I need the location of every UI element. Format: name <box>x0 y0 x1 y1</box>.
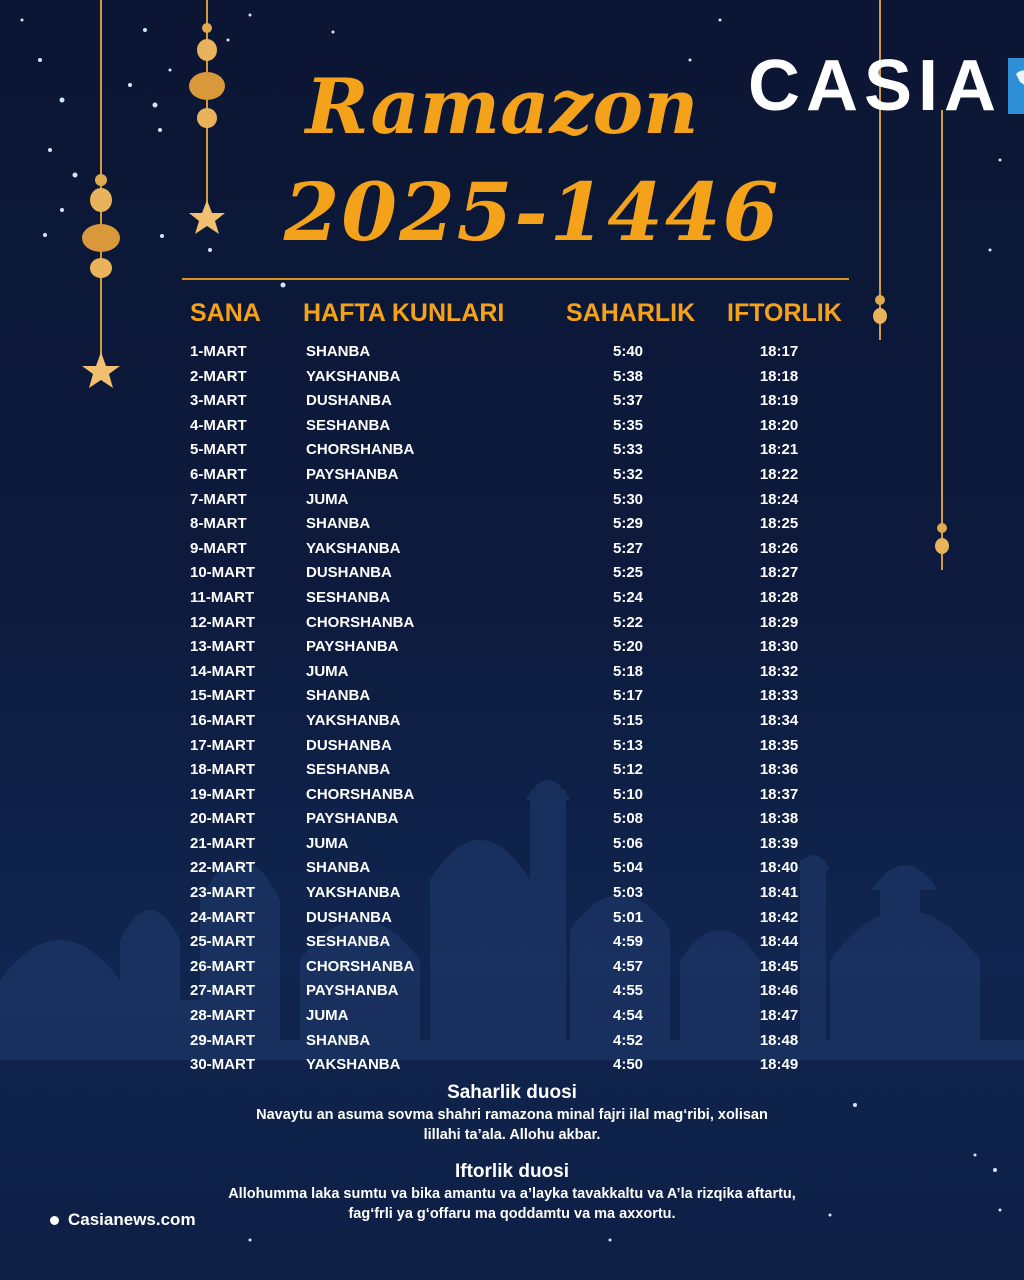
saharlik-time-cell: 5:18 <box>612 662 644 680</box>
saharlik-time-cell: 5:40 <box>612 343 644 360</box>
iftorlik-time-cell: 18:38 <box>759 810 799 828</box>
day-cell: JUMA <box>306 490 349 508</box>
table-row <box>0 684 1024 709</box>
iftorlik-time-cell: 18:35 <box>759 736 799 754</box>
iftorlik-time-cell: 18:32 <box>759 662 799 680</box>
table-row <box>0 340 1024 365</box>
saharlik-time-cell: 4:52 <box>612 1031 644 1049</box>
saharlik-time-cell: 5:08 <box>612 810 644 828</box>
date-cell: 8-MART <box>190 515 247 533</box>
iftorlik-time-cell: 18:37 <box>759 785 799 803</box>
date-cell: 15-MART <box>190 687 256 705</box>
date-cell: 10-MART <box>190 564 256 582</box>
date-cell: 7-MART <box>190 490 247 508</box>
iftorlik-time-cell: 18:19 <box>759 392 799 410</box>
table-row <box>0 930 1024 955</box>
day-cell: YAKSHANBA <box>306 539 401 557</box>
date-cell: 5-MART <box>190 441 247 459</box>
table-row <box>0 906 1024 931</box>
page-title: Ramazon <box>305 62 699 151</box>
date-cell: 1-MART <box>190 343 247 360</box>
saharlik-time-cell: 5:33 <box>612 441 644 459</box>
saharlik-dua-line-2: lillahi ta’ala. Allohu akbar. <box>423 1127 601 1143</box>
saharlik-time-cell: 5:29 <box>612 515 644 533</box>
column-header-sana: SANA <box>190 299 261 327</box>
date-cell: 4-MART <box>190 416 247 434</box>
day-cell: PAYSHANBA <box>306 982 399 1000</box>
table-row <box>0 389 1024 414</box>
table-row <box>0 856 1024 881</box>
table-row <box>0 881 1024 906</box>
day-cell: DUSHANBA <box>306 908 392 926</box>
day-cell: CHORSHANBA <box>306 785 415 803</box>
table-row <box>0 561 1024 586</box>
day-cell: JUMA <box>306 1007 349 1025</box>
day-cell: YAKSHANBA <box>306 884 401 902</box>
table-row <box>0 783 1024 808</box>
iftorlik-time-cell: 18:47 <box>759 1007 799 1025</box>
title-divider <box>182 278 849 280</box>
date-cell: 30-MART <box>190 1056 256 1074</box>
date-cell: 27-MART <box>190 982 256 1000</box>
day-cell: CHORSHANBA <box>306 613 415 631</box>
saharlik-time-cell: 5:20 <box>612 638 644 656</box>
iftorlik-time-cell: 18:42 <box>759 908 799 926</box>
iftorlik-time-cell: 18:24 <box>759 490 799 508</box>
iftorlik-time-cell: 18:17 <box>759 343 799 360</box>
iftorlik-time-cell: 18:33 <box>759 687 799 705</box>
date-cell: 25-MART <box>190 933 256 951</box>
day-cell: SESHANBA <box>306 588 391 606</box>
website-link[interactable]: Casianews.com <box>68 1210 196 1229</box>
saharlik-dua-line-1: Navaytu an asuma sovma shahri ramazona minal fajri ilal mag‘ribi, xolisan <box>256 1107 768 1123</box>
day-cell: PAYSHANBA <box>306 638 399 656</box>
iftorlik-time-cell: 18:45 <box>759 957 799 975</box>
day-cell: JUMA <box>306 662 349 680</box>
table-row <box>0 488 1024 513</box>
table-row <box>0 586 1024 611</box>
iftorlik-time-cell: 18:26 <box>759 539 799 557</box>
iftorlik-time-cell: 18:18 <box>759 367 799 385</box>
table-row <box>0 660 1024 685</box>
table-row <box>0 1053 1024 1078</box>
date-cell: 13-MART <box>190 638 256 656</box>
iftorlik-time-cell: 18:25 <box>759 515 799 533</box>
day-cell: SESHANBA <box>306 933 391 951</box>
table-row <box>0 611 1024 636</box>
table-row <box>0 1029 1024 1054</box>
iftorlik-time-cell: 18:28 <box>759 588 799 606</box>
day-cell: DUSHANBA <box>306 392 392 410</box>
day-cell: SESHANBA <box>306 416 391 434</box>
day-cell: DUSHANBA <box>306 564 392 582</box>
date-cell: 2-MART <box>190 367 247 385</box>
saharlik-time-cell: 5:03 <box>612 884 644 902</box>
day-cell: CHORSHANBA <box>306 957 415 975</box>
website-footer <box>50 1210 196 1230</box>
iftorlik-time-cell: 18:27 <box>759 564 799 582</box>
table-row <box>0 635 1024 660</box>
table-row <box>0 365 1024 390</box>
saharlik-time-cell: 5:32 <box>612 465 644 483</box>
saharlik-time-cell: 5:37 <box>612 392 644 410</box>
iftorlik-time-cell: 18:22 <box>759 465 799 483</box>
date-cell: 18-MART <box>190 761 256 779</box>
table-row <box>0 414 1024 439</box>
saharlik-time-cell: 5:17 <box>612 687 644 705</box>
table-row <box>0 438 1024 463</box>
saharlik-time-cell: 5:04 <box>612 859 644 877</box>
saharlik-time-cell: 5:01 <box>612 908 644 926</box>
table-row <box>0 1004 1024 1029</box>
table-row <box>0 979 1024 1004</box>
day-cell: SHANBA <box>306 1031 371 1049</box>
date-cell: 16-MART <box>190 711 256 729</box>
iftorlik-time-cell: 18:34 <box>759 711 799 729</box>
table-row <box>0 955 1024 980</box>
logo-text: CASIA <box>748 46 1003 126</box>
iftorlik-time-cell: 18:48 <box>759 1031 799 1049</box>
saharlik-time-cell: 5:22 <box>612 613 644 631</box>
saharlik-time-cell: 5:13 <box>612 736 644 754</box>
day-cell: SHANBA <box>306 687 371 705</box>
day-cell: JUMA <box>306 834 349 852</box>
iftorlik-time-cell: 18:40 <box>759 859 799 877</box>
date-cell: 24-MART <box>190 908 256 926</box>
date-cell: 20-MART <box>190 810 256 828</box>
iftorlik-time-cell: 18:20 <box>759 416 799 434</box>
date-cell: 14-MART <box>190 662 256 680</box>
day-cell: YAKSHANBA <box>306 1056 401 1074</box>
iftorlik-time-cell: 18:49 <box>759 1056 799 1074</box>
saharlik-time-cell: 5:30 <box>612 490 644 508</box>
iftorlik-dua-line-1: Allohumma laka sumtu va bika amantu va a’layka tavakkaltu va A’la rizqika aftartu, <box>228 1186 796 1202</box>
iftorlik-time-cell: 18:36 <box>759 761 799 779</box>
column-header-hafta-kunlari: HAFTA KUNLARI <box>303 299 505 327</box>
table-row <box>0 709 1024 734</box>
date-cell: 26-MART <box>190 957 256 975</box>
saharlik-time-cell: 5:15 <box>612 711 644 729</box>
day-cell: SHANBA <box>306 515 371 533</box>
saharlik-time-cell: 4:50 <box>612 1056 644 1074</box>
iftorlik-time-cell: 18:39 <box>759 834 799 852</box>
page-subtitle-year: 2025-1446 <box>283 165 781 259</box>
saharlik-dua-title: Saharlik duosi <box>447 1082 577 1103</box>
date-cell: 23-MART <box>190 884 256 902</box>
date-cell: 3-MART <box>190 392 247 410</box>
saharlik-time-cell: 5:12 <box>612 761 644 779</box>
saharlik-time-cell: 4:55 <box>612 982 644 1000</box>
iftorlik-dua-line-2: fag‘frli ya g‘offaru ma qoddamtu va ma axxortu. <box>348 1206 676 1222</box>
date-cell: 29-MART <box>190 1031 256 1049</box>
table-row <box>0 734 1024 759</box>
date-cell: 6-MART <box>190 465 247 483</box>
date-cell: 21-MART <box>190 834 256 852</box>
column-header-iftorlik: IFTORLIK <box>727 299 842 327</box>
date-cell: 17-MART <box>190 736 256 754</box>
iftorlik-time-cell: 18:44 <box>759 933 799 951</box>
day-cell: SHANBA <box>306 343 371 360</box>
table-row <box>0 758 1024 783</box>
date-cell: 9-MART <box>190 539 247 557</box>
table-row <box>0 463 1024 488</box>
iftorlik-time-cell: 18:21 <box>759 441 799 459</box>
table-row <box>0 807 1024 832</box>
saharlik-time-cell: 5:06 <box>612 834 644 852</box>
day-cell: SESHANBA <box>306 761 391 779</box>
table-row <box>0 512 1024 537</box>
saharlik-time-cell: 4:54 <box>612 1007 644 1025</box>
saharlik-time-cell: 5:27 <box>612 539 644 557</box>
date-cell: 12-MART <box>190 613 256 631</box>
day-cell: DUSHANBA <box>306 736 392 754</box>
saharlik-time-cell: 5:35 <box>612 416 644 434</box>
iftorlik-time-cell: 18:41 <box>759 884 799 902</box>
saharlik-time-cell: 5:24 <box>612 588 644 606</box>
saharlik-time-cell: 4:59 <box>612 933 644 951</box>
table-row <box>0 832 1024 857</box>
day-cell: PAYSHANBA <box>306 465 399 483</box>
iftorlik-dua-title: Iftorlik duosi <box>455 1161 569 1182</box>
saharlik-time-cell: 5:10 <box>612 785 644 803</box>
iftorlik-time-cell: 18:46 <box>759 982 799 1000</box>
date-cell: 28-MART <box>190 1007 256 1025</box>
bullet-dot-icon <box>50 1216 59 1225</box>
day-cell: SHANBA <box>306 859 371 877</box>
table-row <box>0 537 1024 562</box>
date-cell: 22-MART <box>190 859 256 877</box>
day-cell: PAYSHANBA <box>306 810 399 828</box>
iftorlik-time-cell: 18:30 <box>759 638 799 656</box>
saharlik-time-cell: 5:38 <box>612 367 644 385</box>
column-header-saharlik: SAHARLIK <box>566 299 696 327</box>
saharlik-time-cell: 5:25 <box>612 564 644 582</box>
day-cell: YAKSHANBA <box>306 711 401 729</box>
schedule-table <box>0 340 1024 1078</box>
day-cell: YAKSHANBA <box>306 367 401 385</box>
iftorlik-time-cell: 18:29 <box>759 613 799 631</box>
date-cell: 19-MART <box>190 785 256 803</box>
saharlik-time-cell: 4:57 <box>612 957 644 975</box>
day-cell: CHORSHANBA <box>306 441 415 459</box>
date-cell: 11-MART <box>190 588 255 606</box>
